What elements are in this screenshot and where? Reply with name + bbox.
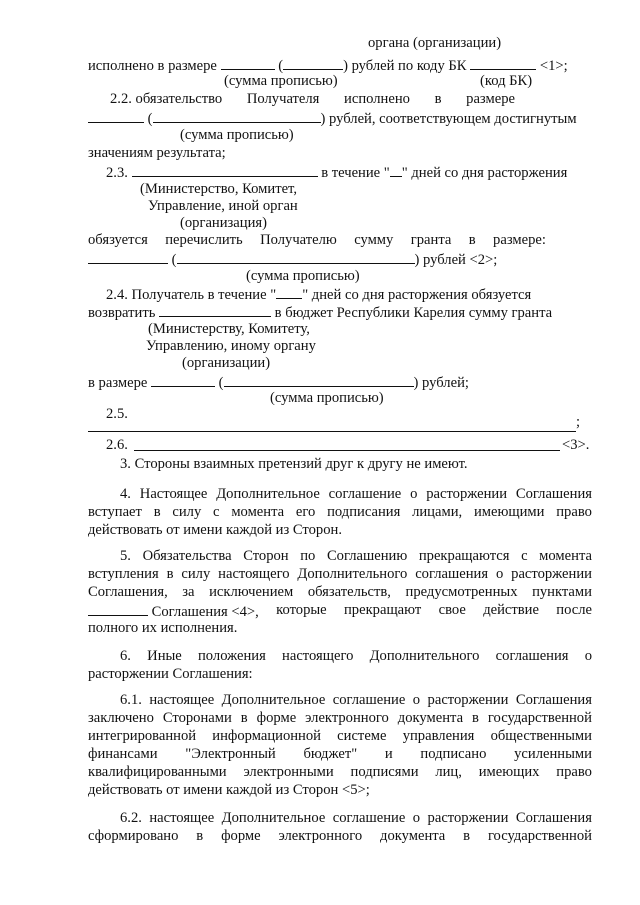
para-6-1-line3: интегрированной информационной системе управления общественными [88,728,592,744]
line-2-2: 2.2. обязательство Получателя исполнено в размере [110,91,515,107]
line-return: возвратить в бюджет Республики Карелия сумму гранта [88,302,552,322]
line-2-2-cont: ( ) рублей, соответствующем достигнутым [88,108,577,128]
para-5-line3: Соглашения, за исключением обязательств, предусмотренных пунктами [88,584,592,600]
para-5-line2: вступления в силу настоящего Дополнительного соглашения о расторжении [88,566,592,582]
blank-kbk [470,55,536,70]
para-5-line4: Соглашения <4>, которые прекращают свое действие после [88,601,592,621]
para-6-1-line1: 6.1. настоящее Дополнительное соглашение о расторжении Соглашения [120,692,592,708]
caption-ministry: (Министерство, Комитет, [140,181,297,197]
item-2-5-blank [88,431,576,432]
item-2-6-number: 2.6. [106,437,128,453]
para-6-line2: расторжении Соглашения: [88,666,253,682]
para-6-1-line5: квалифицированными электронными подписями лиц, имеющих право [88,764,592,780]
line-amount-3: в размере ( ) рублей; [88,372,469,392]
item-2-5-number: 2.5. [106,406,128,422]
blank-amount-words [283,55,343,70]
para-5-line5: полного их исполнения. [88,620,238,636]
caption-organization-dat: (организации) [182,355,271,371]
para-3: 3. Стороны взаимных претензий друг к другу не имеют. [120,456,468,472]
caption-sum-words-2: (сумма прописью) [180,127,294,143]
caption-department: Управление, иной орган [148,198,298,214]
caption-organ: органа (организации) [368,35,502,51]
caption-kbk: (код БК) [480,73,533,89]
line-2-4: 2.4. Получатель в течение " " дней со дня расторжения обязуется [106,284,531,304]
para-4-line1: 4. Настоящее Дополнительное соглашение о расторжении Соглашения [120,486,592,502]
item-2-6-blank [134,450,560,451]
para-6-1-line6: действовать от имени каждой из Сторон <5>; [88,782,370,798]
caption-department-dat: Управлению, иному органу [146,338,316,354]
item-2-6-footnote: <3>. [562,437,590,453]
line-results: значениям результата; [88,145,226,161]
line-amount-2: ( ) рублей <2>; [88,249,497,269]
para-4-line3: действовать от имени каждой из Сторон. [88,522,342,538]
para-6-line1: 6. Иные положения настоящего Дополнительного соглашения о [120,648,592,664]
caption-organization: (организация) [180,215,267,231]
para-6-2-line1: 6.2. настоящее Дополнительное соглашение о расторжении Соглашения [120,810,592,826]
blank-amount [221,55,275,70]
line-obligation: обязуется перечислить Получателю сумму гранта в размере: [88,232,546,248]
para-4-line2: вступает в силу с момента его подписания лицами, имеющими право [88,504,592,520]
caption-sum-words: (сумма прописью) [224,73,338,89]
para-6-2-line2: сформировано в форме электронного документа в государственной [88,828,592,844]
caption-ministry-dat: (Министерству, Комитету, [148,321,310,337]
caption-sum-words-4: (сумма прописью) [270,390,384,406]
para-6-1-line4: финансами "Электронный бюджет" и подписано усиленными [88,746,592,762]
para-6-1-line2: заключено Сторонами в форме электронного документа в государственной [88,710,592,726]
para-5-line1: 5. Обязательства Сторон по Соглашению прекращаются с момента [120,548,592,564]
item-2-5-semicolon: ; [576,414,581,430]
line-2-1: исполнено в размере ( ) рублей по коду БК <1>; [88,55,568,75]
caption-sum-words-3: (сумма прописью) [246,268,360,284]
line-2-3: 2.3. в течение " " дней со дня расторжения [106,162,567,182]
